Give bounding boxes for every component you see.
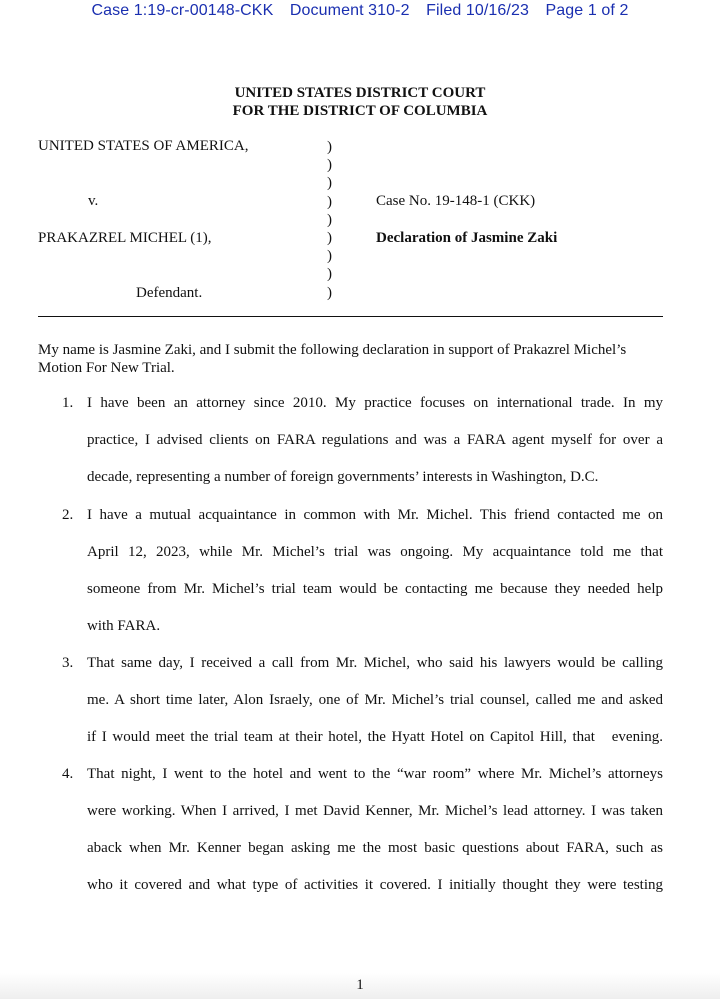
page-number: 1 (356, 977, 364, 993)
paragraph-line: if I would meet the trial team at their hotel, the Hyatt Hotel on Capitol Hill, that evening. (87, 729, 663, 745)
bracket-paren: ) (327, 175, 332, 192)
bracket-paren: ) (327, 284, 332, 301)
paragraph-number: 1. (62, 395, 74, 411)
paragraph-number: 2. (62, 507, 74, 523)
court-heading (0, 84, 720, 120)
paragraph-line: That same day, I received a call from Mr. Michel, who said his lawyers would be calling (87, 655, 663, 671)
paragraph-line: me. A short time later, Alon Israely, one of Mr. Michel’s trial counsel, called me and asked (87, 692, 663, 708)
caption-bracket (327, 138, 332, 302)
paragraph-line: someone from Mr. Michel’s trial team would be contacting me because they needed help (87, 581, 663, 597)
bracket-paren: ) (327, 248, 332, 265)
paragraph-line: decade, representing a number of foreign governments’ interests in Washington, D.C. (87, 469, 599, 485)
intro-line: My name is Jasmine Zaki, and I submit the following declaration in support of Prakazrel Michel’s (38, 342, 627, 358)
page-count-stamp: Page 1 of 2 (545, 2, 629, 19)
versus-label: v. (88, 193, 99, 209)
paragraph-line: That night, I went to the hotel and went to the “war room” where Mr. Michel’s attorneys (87, 766, 663, 782)
paragraph-line: were working. When I arrived, I met David Kenner, Mr. Michel’s lead attorney. I was taken (87, 803, 663, 819)
ecf-header-stamp (0, 2, 720, 20)
bracket-paren: ) (327, 266, 332, 283)
bracket-paren: ) (327, 139, 332, 155)
caption-divider (38, 316, 663, 317)
bracket-paren: ) (327, 193, 332, 210)
defendant-name: PRAKAZREL MICHEL (1), (38, 230, 212, 246)
bracket-paren: ) (327, 211, 332, 228)
bracket-paren: ) (327, 229, 332, 246)
paragraph-line: aback when Mr. Kenner began asking me the most basic questions about FARA, such as (87, 840, 663, 856)
paragraph-line: April 12, 2023, while Mr. Michel’s trial was ongoing. My acquaintance told me that (87, 544, 663, 560)
paragraph-number: 3. (62, 655, 74, 671)
paragraph-line: who it covered and what type of activities it covered. I initially thought they were testing (87, 877, 663, 893)
defendant-label: Defendant. (136, 285, 203, 301)
court-name: UNITED STATES DISTRICT COURT (234, 85, 486, 101)
plaintiff-name: UNITED STATES OF AMERICA, (38, 138, 249, 154)
intro-line: Motion For New Trial. (38, 360, 175, 376)
document-title: Declaration of Jasmine Zaki (376, 230, 558, 246)
document-number-stamp: Document 310-2 (289, 2, 410, 19)
paragraph-line: practice, I advised clients on FARA regulations and was a FARA agent myself for over a (87, 432, 663, 448)
paragraph-line: I have been an attorney since 2010. My practice focuses on international trade. In my (87, 395, 663, 411)
paragraph-number: 4. (62, 766, 74, 782)
case-number: Case No. 19-148-1 (CKK) (376, 193, 536, 209)
bracket-paren: ) (327, 157, 332, 174)
intro-paragraph (38, 341, 663, 377)
paragraph-line: with FARA. (87, 618, 161, 634)
case-number-stamp: Case 1:19-cr-00148-CKK (91, 2, 274, 19)
court-district: FOR THE DISTRICT OF COLUMBIA (232, 103, 488, 119)
filed-date-stamp: Filed 10/16/23 (426, 2, 529, 19)
paragraph-line: I have a mutual acquaintance in common with Mr. Michel. This friend contacted me on (87, 507, 663, 523)
